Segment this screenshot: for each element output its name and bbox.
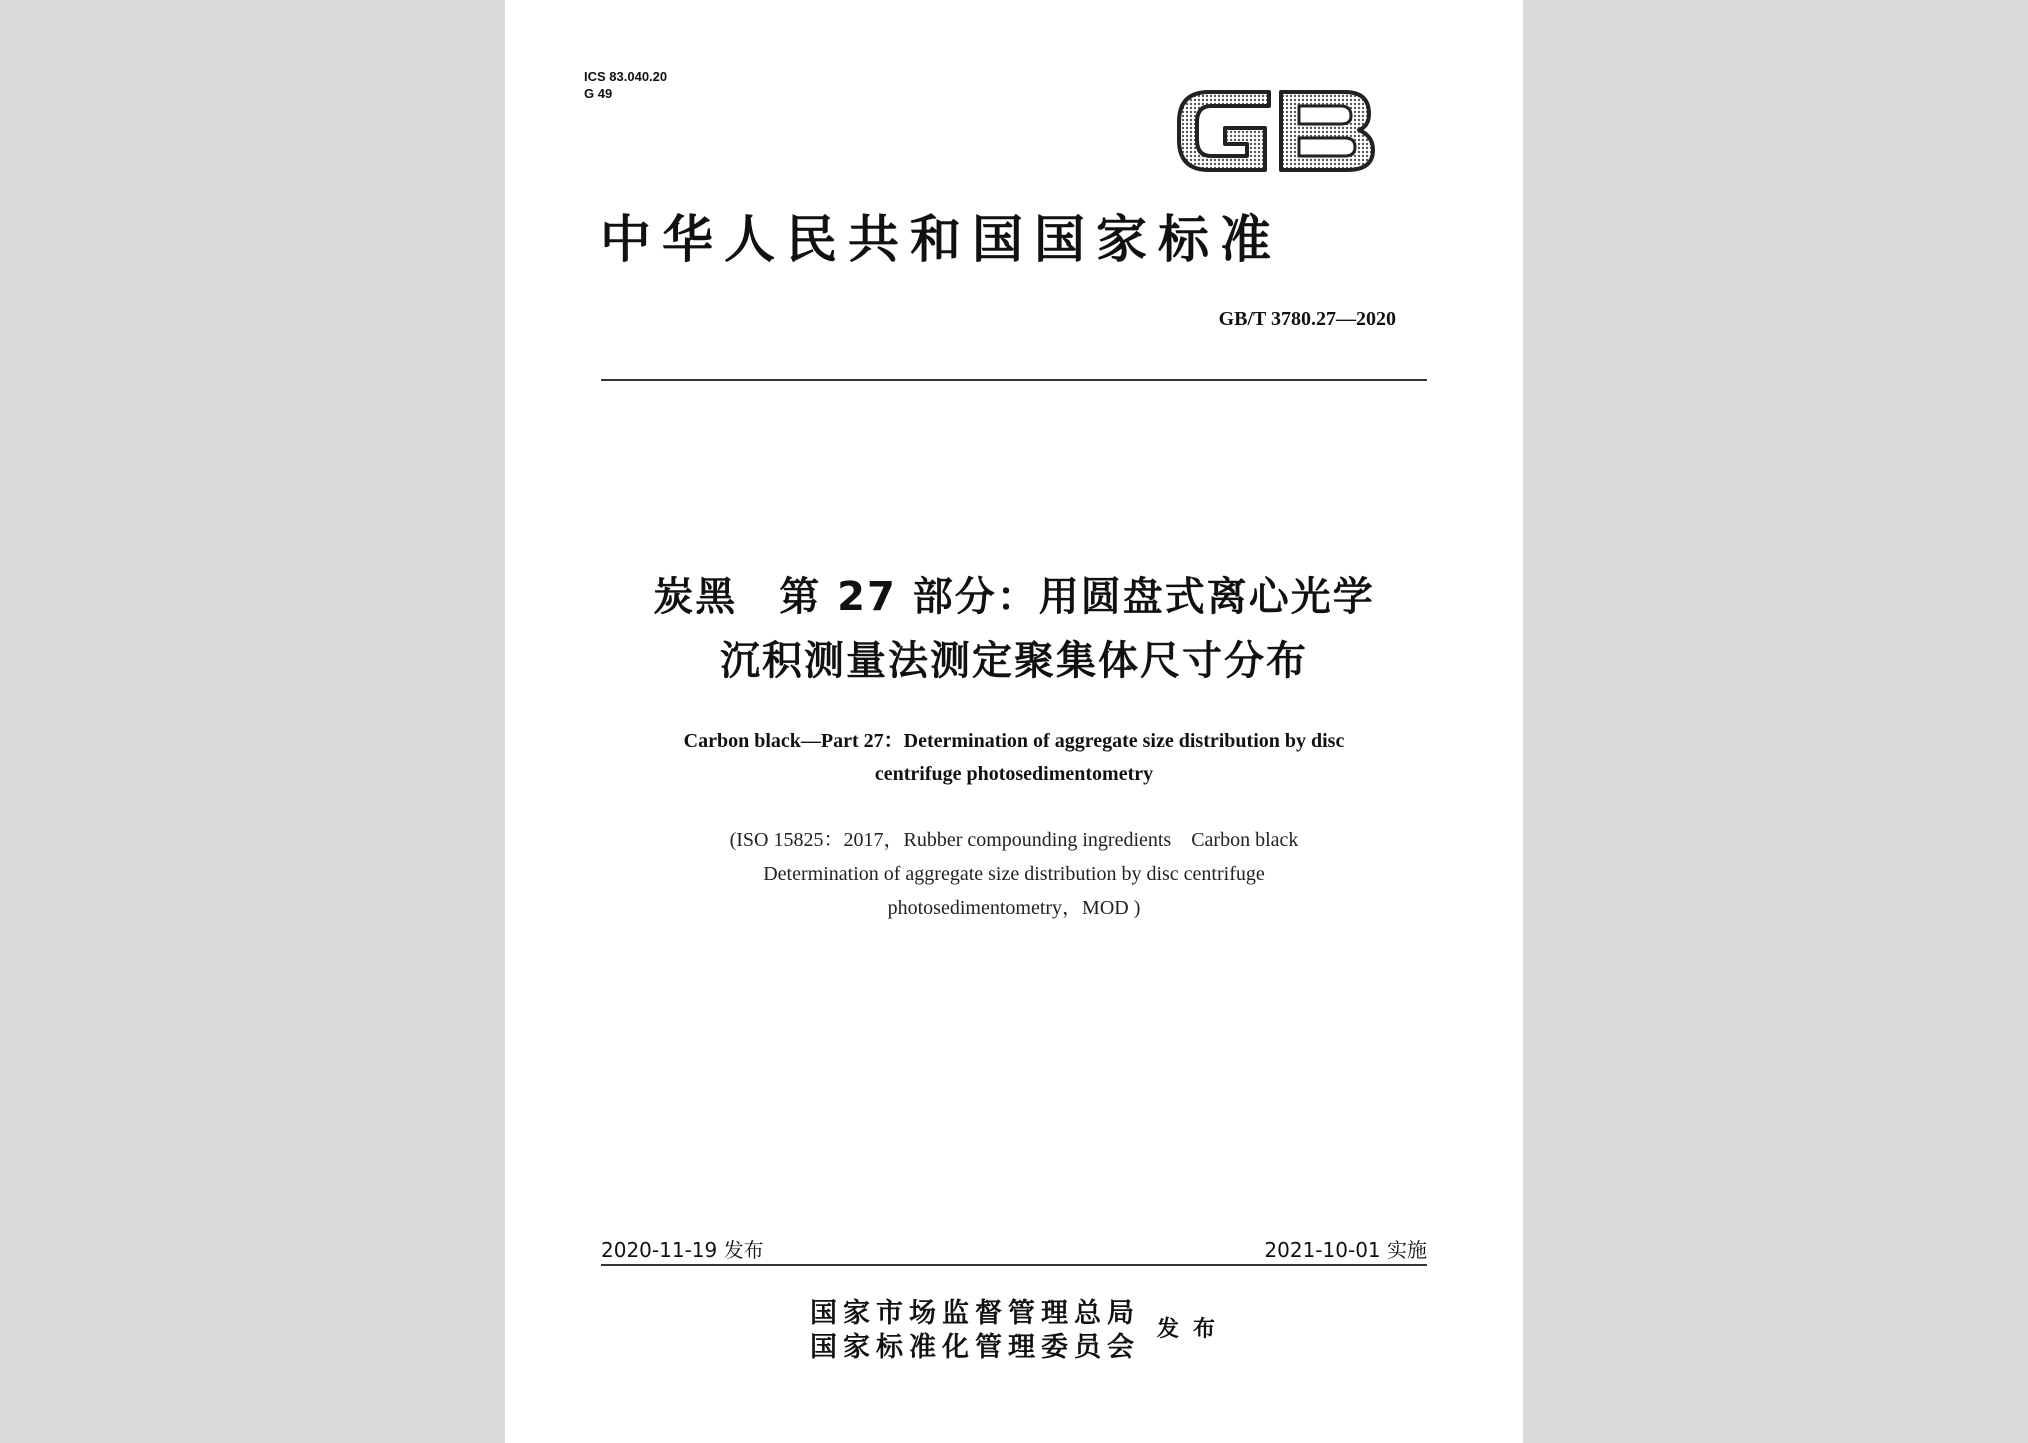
- ccs-code: G 49: [584, 86, 613, 101]
- publisher-org-1: 国家市场监督管理总局: [810, 1298, 1140, 1329]
- national-standard-heading: 中华人民共和国国家标准: [600, 210, 1283, 270]
- implementation-date: 2021-10-01 实施: [1264, 1238, 1427, 1262]
- bottom-divider: [601, 1264, 1427, 1266]
- iso-reference-line3: photosedimentometry，MOD ): [887, 897, 1141, 919]
- standard-number: GB/T 3780.27—2020: [1218, 308, 1396, 330]
- top-divider: [601, 379, 1427, 381]
- iso-reference-line2: Determination of aggregate size distribution by disc centrifuge: [763, 863, 1265, 885]
- document-page: [505, 0, 1523, 1443]
- iso-reference-line1: (ISO 15825：2017，Rubber compounding ingredients Carbon black: [729, 829, 1299, 851]
- classification-codes: [584, 68, 667, 102]
- title-cn-line2: 沉积测量法测定聚集体尺寸分布: [720, 638, 1308, 684]
- publish-label: 发布: [1157, 1316, 1230, 1342]
- title-en-line1: Carbon black—Part 27：Determination of aggregate size distribution by disc: [683, 730, 1345, 752]
- issue-date: 2020-11-19 发布: [601, 1238, 764, 1262]
- gb-logo-icon: [1169, 78, 1383, 182]
- title-cn-line1: 炭黑 第 27 部分：用圆盘式离心光学: [653, 574, 1375, 620]
- publisher-org-2: 国家标准化管理委员会: [810, 1332, 1140, 1363]
- ics-code: ICS 83.040.20: [584, 69, 668, 84]
- title-en-line2: centrifuge photosedimentometry: [874, 763, 1154, 785]
